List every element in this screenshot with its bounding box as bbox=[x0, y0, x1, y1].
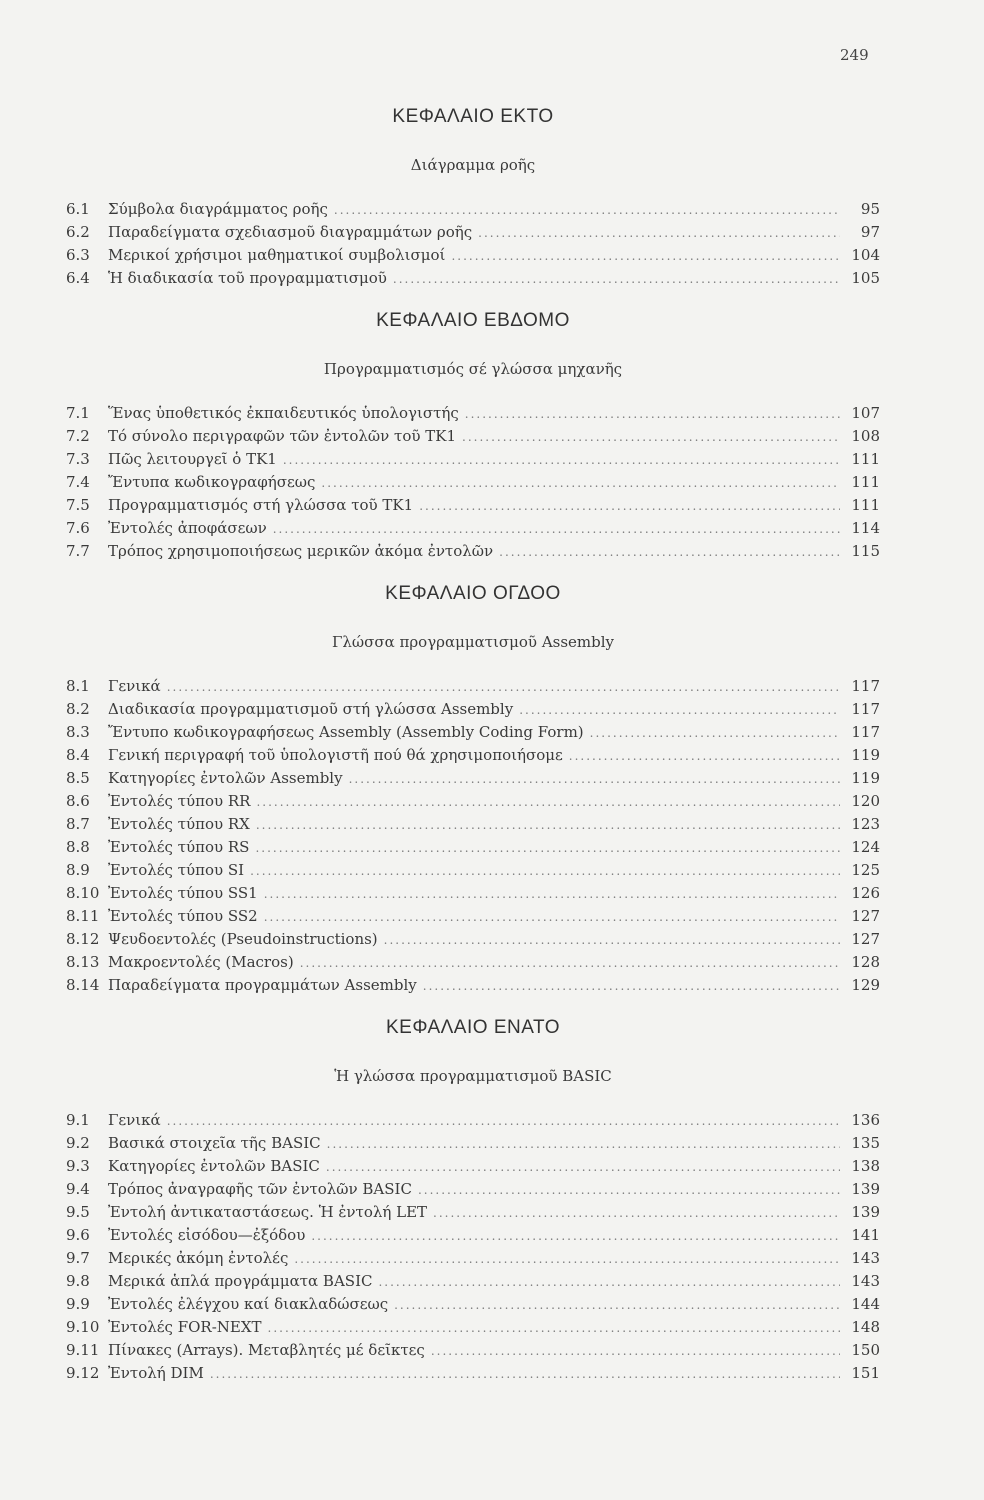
chapter-title: ΚΕΦΑΛΑΙΟ ΟΓΔΟΟ bbox=[385, 583, 561, 604]
dot-leader bbox=[519, 699, 840, 722]
toc-entry bbox=[66, 402, 880, 425]
toc-entry bbox=[66, 494, 880, 517]
toc-entry-number: 7.4 bbox=[66, 473, 90, 491]
toc-entry bbox=[66, 813, 880, 836]
toc-entry bbox=[66, 1178, 880, 1201]
toc-entry bbox=[66, 198, 880, 221]
dot-leader bbox=[300, 952, 840, 975]
toc-entry-number: 8.2 bbox=[66, 700, 90, 718]
chapter-subtitle: Γλώσσα προγραμματισμοῦ Assembly bbox=[331, 633, 615, 651]
toc-entry-number: 9.12 bbox=[66, 1364, 100, 1382]
toc-entry bbox=[66, 790, 880, 813]
toc-entry-list bbox=[66, 402, 880, 563]
toc-entry bbox=[66, 471, 880, 494]
toc-entry-title: Διαδικασία προγραμματισμοῦ στή γλώσσα Assembly bbox=[108, 700, 514, 718]
toc-entry-title: Βασικά στοιχεῖα τῆς BASIC bbox=[108, 1134, 321, 1152]
toc-entry-page: 136 bbox=[851, 1111, 880, 1129]
dot-leader bbox=[465, 403, 840, 426]
toc-entry-page: 135 bbox=[851, 1134, 880, 1152]
toc-entry-page: 139 bbox=[851, 1203, 880, 1221]
dot-leader bbox=[250, 860, 840, 883]
toc-entry bbox=[66, 517, 880, 540]
toc-entry-page: 151 bbox=[851, 1364, 880, 1382]
toc-entry-title: Ἐντολές τύπου RR bbox=[108, 792, 251, 810]
dot-leader bbox=[423, 975, 840, 998]
toc-entry-number: 9.10 bbox=[66, 1318, 100, 1336]
toc-entry-title: Πίνακες (Arrays). Μεταβλητές μέ δεῖκτες bbox=[108, 1341, 425, 1359]
toc-entry bbox=[66, 540, 880, 563]
toc-entry-page: 128 bbox=[851, 953, 880, 971]
chapter-section bbox=[66, 100, 880, 290]
toc-entry-number: 9.6 bbox=[66, 1226, 90, 1244]
toc-entry bbox=[66, 448, 880, 471]
toc-entry-page: 97 bbox=[860, 223, 880, 241]
toc-entry-title: Σύμβολα διαγράμματος ροῆς bbox=[108, 200, 328, 218]
toc-entry-number: 8.11 bbox=[66, 907, 100, 925]
toc-entry-number: 8.10 bbox=[66, 884, 100, 902]
dot-leader bbox=[378, 1271, 840, 1294]
toc-entry bbox=[66, 1362, 880, 1385]
toc-entry-number: 6.4 bbox=[66, 269, 90, 287]
toc-entry-page: 143 bbox=[851, 1249, 880, 1267]
toc-entry-title: Ἡ διαδικασία τοῦ προγραμματισμοῦ bbox=[108, 269, 387, 287]
toc-entry-number: 9.4 bbox=[66, 1180, 90, 1198]
toc-entry-page: 127 bbox=[851, 907, 880, 925]
toc-entry-title: Ἕνας ὑποθετικός ἐκπαιδευτικός ὑπολογιστής bbox=[108, 404, 459, 422]
toc-entry-number: 7.1 bbox=[66, 404, 90, 422]
dot-leader bbox=[451, 245, 840, 268]
toc-entry-page: 95 bbox=[860, 200, 880, 218]
toc-entry-title: Ἐντολές τύπου SS1 bbox=[108, 884, 258, 902]
toc-entry-number: 8.1 bbox=[66, 677, 90, 695]
toc-entry-page: 123 bbox=[851, 815, 880, 833]
toc-entry bbox=[66, 767, 880, 790]
toc-entry-page: 138 bbox=[851, 1157, 880, 1175]
toc-entry-page: 127 bbox=[851, 930, 880, 948]
toc-entry-number: 8.6 bbox=[66, 792, 90, 810]
toc-entry-title: Μερικά ἁπλά προγράμματα BASIC bbox=[108, 1272, 373, 1290]
toc-entry bbox=[66, 221, 880, 244]
toc-entry-page: 111 bbox=[851, 496, 880, 514]
toc-entry-page: 143 bbox=[851, 1272, 880, 1290]
toc-entry-title: Ἐντολές εἰσόδου—ἐξόδου bbox=[108, 1226, 306, 1244]
dot-leader bbox=[294, 1248, 840, 1271]
dot-leader bbox=[321, 472, 840, 495]
chapter-title: ΚΕΦΑΛΑΙΟ ΕΝΑΤΟ bbox=[385, 1017, 561, 1038]
dot-leader bbox=[167, 676, 840, 699]
toc-entry-title: Ἐντολές τύπου SI bbox=[108, 861, 245, 879]
dot-leader bbox=[326, 1156, 840, 1179]
toc-entry-title: Παραδείγματα σχεδιασμοῦ διαγραμμάτων ροῆς bbox=[108, 223, 473, 241]
toc-entry-number: 9.8 bbox=[66, 1272, 90, 1290]
toc-entry-title: Μερικοί χρήσιμοι μαθηματικοί συμβολισμοί bbox=[108, 246, 446, 264]
toc-entry-title: Γενική περιγραφή τοῦ ὑπολογιστῆ πού θά χρησιμοποιήσομε bbox=[108, 746, 563, 764]
toc-entry-page: 126 bbox=[851, 884, 880, 902]
toc-entry-title: Ἐντολές FOR-NEXT bbox=[108, 1318, 262, 1336]
dot-leader bbox=[256, 814, 840, 837]
dot-leader bbox=[268, 1317, 840, 1340]
toc-entry bbox=[66, 1293, 880, 1316]
toc-entry bbox=[66, 1201, 880, 1224]
toc-entry bbox=[66, 1109, 880, 1132]
toc-entry bbox=[66, 1339, 880, 1362]
toc-entry-number: 9.1 bbox=[66, 1111, 90, 1129]
chapter-subtitle: Ἡ γλώσσα προγραμματισμοῦ BASIC bbox=[334, 1067, 612, 1085]
toc-entry-title: Ἐντολή DIM bbox=[108, 1364, 204, 1382]
toc-entry-title: Ἐντολές τύπου RS bbox=[108, 838, 250, 856]
dot-leader bbox=[311, 1225, 840, 1248]
page-number: 249 bbox=[840, 46, 869, 64]
toc-entry-page: 108 bbox=[851, 427, 880, 445]
dot-leader bbox=[349, 768, 840, 791]
toc-entry-page: 150 bbox=[851, 1341, 880, 1359]
toc-entry-title: Ψευδοεντολές (Pseudoinstructions) bbox=[108, 930, 378, 948]
toc-entry-number: 6.3 bbox=[66, 246, 90, 264]
dot-leader bbox=[273, 518, 840, 541]
dot-leader bbox=[590, 722, 840, 745]
dot-leader bbox=[256, 791, 840, 814]
toc-entry bbox=[66, 859, 880, 882]
toc-entry-page: 119 bbox=[851, 769, 880, 787]
table-of-contents bbox=[66, 100, 880, 1385]
toc-entry-title: Γενικά bbox=[108, 1111, 161, 1129]
toc-entry-page: 125 bbox=[851, 861, 880, 879]
toc-entry bbox=[66, 1270, 880, 1293]
toc-entry-page: 114 bbox=[851, 519, 880, 537]
toc-entry-title: Ἐντολές τύπου SS2 bbox=[108, 907, 258, 925]
toc-entry bbox=[66, 675, 880, 698]
toc-entry bbox=[66, 698, 880, 721]
chapter-section bbox=[66, 304, 880, 563]
dot-leader bbox=[419, 495, 840, 518]
toc-entry-number: 8.7 bbox=[66, 815, 90, 833]
toc-entry bbox=[66, 1132, 880, 1155]
toc-entry-title: Γενικά bbox=[108, 677, 161, 695]
toc-entry-title: Τό σύνολο περιγραφῶν τῶν ἐντολῶν τοῦ ΤΚ1 bbox=[108, 427, 456, 445]
chapter-section bbox=[66, 1011, 880, 1385]
toc-entry-page: 139 bbox=[851, 1180, 880, 1198]
toc-entry-title: Κατηγορίες ἐντολῶν BASIC bbox=[108, 1157, 320, 1175]
chapter-subtitle: Διάγραμμα ροῆς bbox=[410, 156, 536, 174]
toc-entry-number: 7.6 bbox=[66, 519, 90, 537]
dot-leader bbox=[210, 1363, 840, 1386]
toc-entry bbox=[66, 951, 880, 974]
toc-entry-page: 117 bbox=[851, 700, 880, 718]
toc-entry-list bbox=[66, 1109, 880, 1385]
toc-entry-number: 8.13 bbox=[66, 953, 100, 971]
dot-leader bbox=[264, 883, 840, 906]
dot-leader bbox=[283, 449, 840, 472]
toc-entry-list bbox=[66, 675, 880, 997]
toc-entry-page: 129 bbox=[851, 976, 880, 994]
dot-leader bbox=[327, 1133, 840, 1156]
dot-leader bbox=[255, 837, 840, 860]
toc-entry-page: 111 bbox=[851, 473, 880, 491]
toc-entry bbox=[66, 1316, 880, 1339]
toc-entry-title: Κατηγορίες ἐντολῶν Assembly bbox=[108, 769, 343, 787]
toc-entry-number: 7.5 bbox=[66, 496, 90, 514]
toc-entry-number: 8.12 bbox=[66, 930, 100, 948]
dot-leader bbox=[462, 426, 840, 449]
toc-entry bbox=[66, 1247, 880, 1270]
toc-entry-number: 9.7 bbox=[66, 1249, 90, 1267]
toc-entry-number: 8.8 bbox=[66, 838, 90, 856]
toc-entry-number: 6.1 bbox=[66, 200, 90, 218]
toc-entry bbox=[66, 882, 880, 905]
toc-entry-page: 144 bbox=[851, 1295, 880, 1313]
toc-entry bbox=[66, 836, 880, 859]
toc-entry-number: 6.2 bbox=[66, 223, 90, 241]
dot-leader bbox=[499, 541, 840, 564]
toc-entry-page: 107 bbox=[851, 404, 880, 422]
toc-entry-number: 9.11 bbox=[66, 1341, 100, 1359]
toc-entry-page: 111 bbox=[851, 450, 880, 468]
toc-entry-number: 8.5 bbox=[66, 769, 90, 787]
toc-entry bbox=[66, 267, 880, 290]
toc-entry-page: 124 bbox=[851, 838, 880, 856]
toc-entry-title: Ἔντυπα κωδικογραφήσεως bbox=[108, 473, 316, 491]
toc-entry-page: 117 bbox=[851, 677, 880, 695]
toc-entry-title: Μακροεντολές (Macros) bbox=[108, 953, 294, 971]
toc-entry-list bbox=[66, 198, 880, 290]
toc-entry-title: Πῶς λειτουργεῖ ὁ ΤΚ1 bbox=[108, 450, 277, 468]
toc-entry bbox=[66, 244, 880, 267]
toc-entry-page: 148 bbox=[851, 1318, 880, 1336]
toc-entry bbox=[66, 1155, 880, 1178]
toc-entry bbox=[66, 928, 880, 951]
toc-entry bbox=[66, 744, 880, 767]
toc-entry-title: Παραδείγματα προγραμμάτων Assembly bbox=[108, 976, 417, 994]
toc-entry-number: 9.3 bbox=[66, 1157, 90, 1175]
toc-entry-title: Προγραμματισμός στή γλώσσα τοῦ ΤΚ1 bbox=[108, 496, 414, 514]
toc-entry-page: 117 bbox=[851, 723, 880, 741]
toc-entry-title: Τρόπος ἀναγραφῆς τῶν ἐντολῶν BASIC bbox=[108, 1180, 412, 1198]
toc-entry-title: Τρόπος χρησιμοποιήσεως μερικῶν ἀκόμα ἐντολῶν bbox=[108, 542, 494, 560]
toc-entry-title: Ἐντολή ἀντικαταστάσεως. Ἡ ἐντολή LET bbox=[108, 1203, 428, 1221]
toc-entry bbox=[66, 905, 880, 928]
chapter-title: ΚΕΦΑΛΑΙΟ ΕΒΔΟΜΟ bbox=[376, 310, 570, 331]
toc-entry-title: Ἐντολές ἐλέγχου καί διακλαδώσεως bbox=[108, 1295, 389, 1313]
toc-entry bbox=[66, 1224, 880, 1247]
toc-entry-title: Ἐντολές ἀποφάσεων bbox=[108, 519, 267, 537]
toc-entry bbox=[66, 974, 880, 997]
toc-entry-number: 7.3 bbox=[66, 450, 90, 468]
toc-entry bbox=[66, 721, 880, 744]
dot-leader bbox=[264, 906, 840, 929]
dot-leader bbox=[418, 1179, 840, 1202]
dot-leader bbox=[478, 222, 840, 245]
toc-entry-title: Ἔντυπο κωδικογραφήσεως Assembly (Assembly Coding Form) bbox=[108, 723, 584, 741]
dot-leader bbox=[393, 268, 840, 291]
toc-entry-page: 105 bbox=[851, 269, 880, 287]
toc-entry-number: 8.14 bbox=[66, 976, 100, 994]
toc-entry-page: 119 bbox=[851, 746, 880, 764]
toc-entry bbox=[66, 425, 880, 448]
toc-entry-number: 8.4 bbox=[66, 746, 90, 764]
dot-leader bbox=[167, 1110, 840, 1133]
dot-leader bbox=[334, 199, 840, 222]
toc-entry-number: 9.2 bbox=[66, 1134, 90, 1152]
toc-entry-title: Μερικές ἀκόμη ἐντολές bbox=[108, 1249, 289, 1267]
toc-entry-number: 9.5 bbox=[66, 1203, 90, 1221]
toc-entry-page: 104 bbox=[851, 246, 880, 264]
chapter-title: ΚΕΦΑΛΑΙΟ ΕΚΤΟ bbox=[392, 106, 554, 127]
toc-entry-number: 8.3 bbox=[66, 723, 90, 741]
toc-entry-number: 7.7 bbox=[66, 542, 90, 560]
dot-leader bbox=[569, 745, 840, 768]
dot-leader bbox=[431, 1340, 840, 1363]
toc-entry-title: Ἐντολές τύπου RX bbox=[108, 815, 250, 833]
dot-leader bbox=[394, 1294, 840, 1317]
toc-entry-number: 9.9 bbox=[66, 1295, 90, 1313]
toc-entry-page: 141 bbox=[851, 1226, 880, 1244]
toc-entry-number: 8.9 bbox=[66, 861, 90, 879]
dot-leader bbox=[433, 1202, 840, 1225]
dot-leader bbox=[384, 929, 840, 952]
toc-entry-number: 7.2 bbox=[66, 427, 90, 445]
toc-entry-page: 115 bbox=[851, 542, 880, 560]
chapter-subtitle: Προγραμματισμός σέ γλώσσα μηχανῆς bbox=[323, 360, 623, 378]
toc-entry-page: 120 bbox=[851, 792, 880, 810]
chapter-section bbox=[66, 577, 880, 997]
